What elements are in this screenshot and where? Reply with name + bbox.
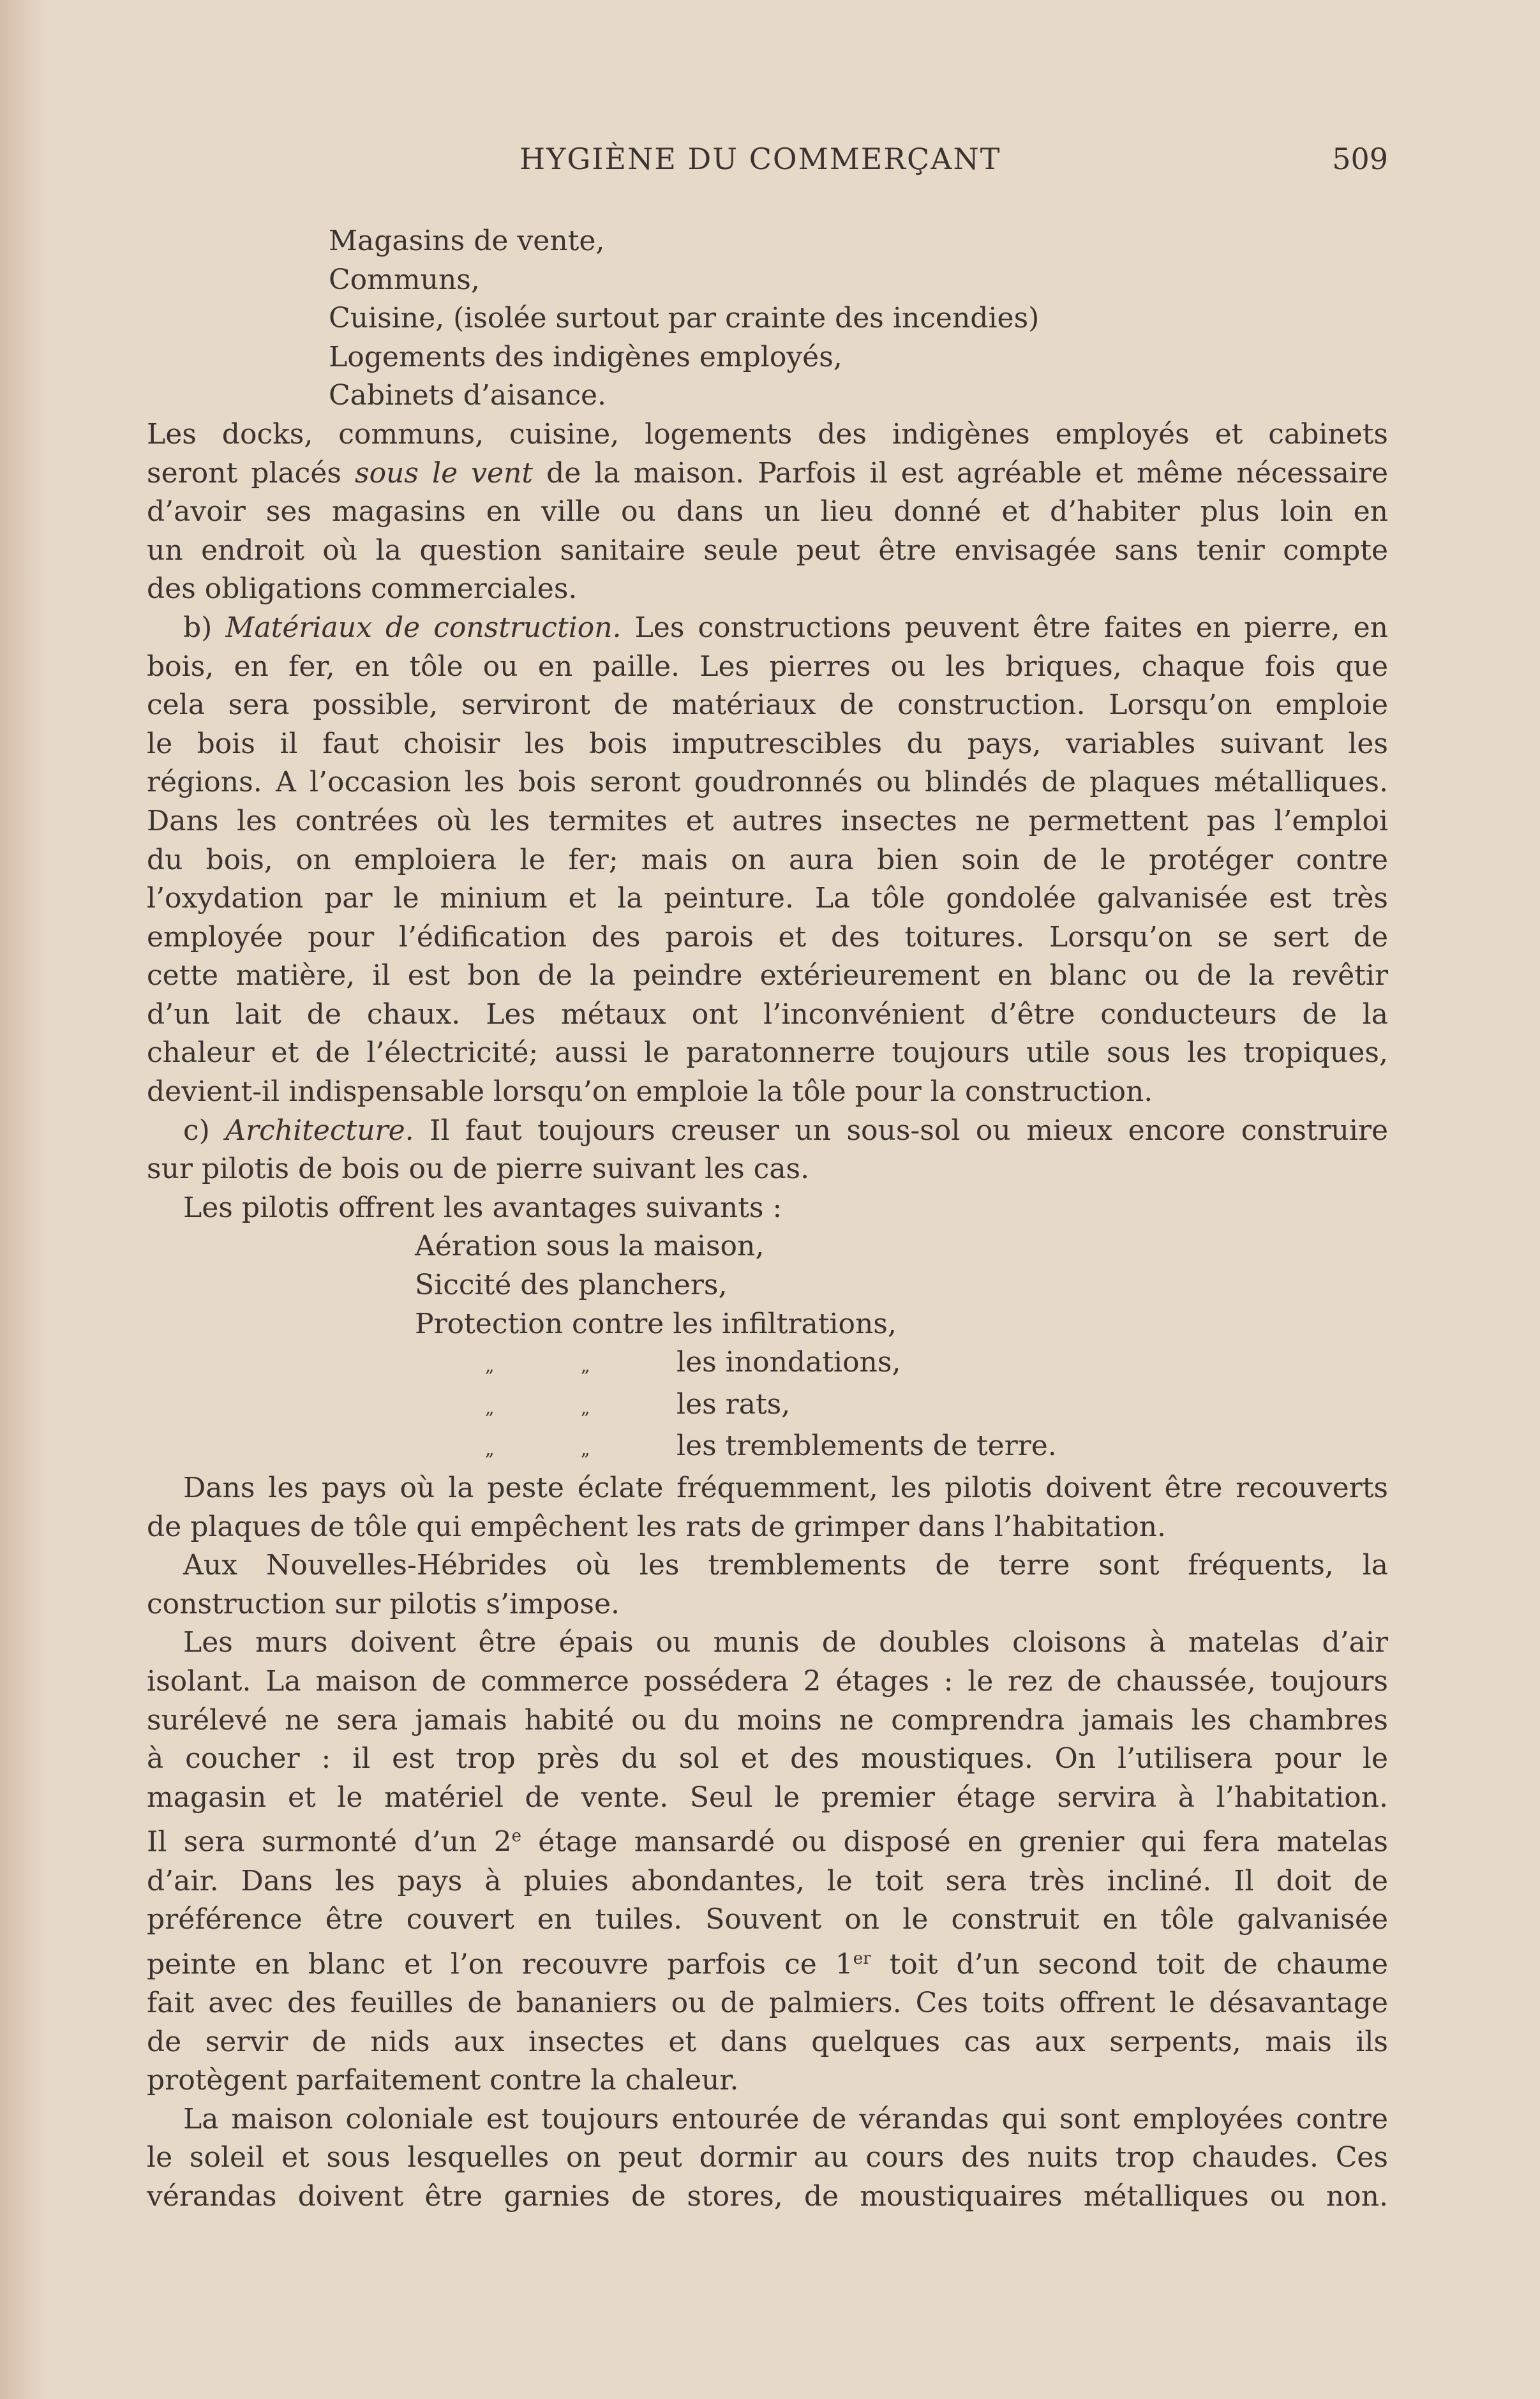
text-line: le bois il faut choisir les bois imputrescibles du pays, variables suivant les xyxy=(147,727,1388,760)
section-title: Matériaux de construction. xyxy=(225,611,622,644)
text-line: sur pilotis de bois ou de pierre suivant les cas. xyxy=(147,1153,810,1186)
list-item: Magasins de vente, xyxy=(329,225,605,257)
text-line: d’air. Dans les pays à pluies abondantes, le toit sera très incliné. Il doit de xyxy=(147,1864,1388,1897)
text-line: régions. A l’occasion les bois seront goudronnés ou blindés de plaques métalliques. xyxy=(147,766,1388,799)
text-line: fait avec des feuilles de bananiers ou de palmiers. Ces toits offrent le désavantage xyxy=(147,1987,1388,2020)
superscript: er xyxy=(853,1948,871,1968)
text-line: bois, en fer, en tôle ou en paille. Les pierres ou les briques, chaque fois que xyxy=(147,650,1388,683)
list-item: Cabinets d’aisance. xyxy=(329,379,607,412)
text-line: des obligations commerciales. xyxy=(147,572,578,606)
text-line: du bois, on emploiera le fer; mais on aura bien soin de le protéger contre xyxy=(147,843,1388,876)
paragraph-plague xyxy=(147,1469,1388,1546)
list-item: Logements des indigènes employés, xyxy=(329,340,842,373)
superscript: e xyxy=(511,1827,521,1846)
list-item: Aération sous la maison, xyxy=(415,1230,765,1263)
list-item: Protection contre les infiltrations, xyxy=(415,1307,897,1340)
list-item: „ „ les rats, xyxy=(147,1386,1388,1428)
list-item: „ „ les tremblements de terre. xyxy=(147,1427,1388,1469)
text-line: Aux Nouvelles-Hébrides où les tremblements de terre sont fréquents, la xyxy=(183,1549,1388,1582)
text-line: vérandas doivent être garnies de stores, de moustiquaires métalliques ou non. xyxy=(147,2180,1388,2213)
text-line: préférence être couvert en tuiles. Souvent on le construit en tôle galvanisée xyxy=(147,1903,1388,1936)
rooms-list xyxy=(147,222,1388,415)
body-text xyxy=(147,222,1388,2216)
text-line: Dans les contrées où les termites et autres insectes ne permettent pas l’emploi xyxy=(147,804,1388,837)
paragraph-verandas xyxy=(147,2100,1388,2216)
paragraph-hebrides xyxy=(147,1546,1388,1624)
italic-term: sous le vent xyxy=(354,456,534,490)
ditto-mark: „ xyxy=(581,1439,590,1460)
text-line: Les pilotis offrent les avantages suivants : xyxy=(183,1191,782,1224)
page-header xyxy=(147,142,1388,186)
advantages-list xyxy=(147,1227,1388,1469)
text-line: surélevé ne sera jamais habité ou du moins ne comprendra jamais les chambres xyxy=(147,1703,1388,1737)
section-title: Architecture. xyxy=(225,1114,414,1147)
text-line: Dans les pays où la peste éclate fréquemment, les pilotis doivent être recouverts xyxy=(183,1472,1388,1504)
text-line: à coucher : il est trop près du sol et des moustiques. On l’utilisera pour le xyxy=(147,1742,1388,1775)
text-line: Les murs doivent être épais ou munis de doubles cloisons à matelas d’air xyxy=(183,1626,1388,1659)
text-line: un endroit où la question sanitaire seule peut être envisagée sans tenir compte xyxy=(147,534,1388,567)
text-line: l’oxydation par le minium et la peinture. La tôle gondolée galvanisée est très xyxy=(147,882,1388,915)
text-line: magasin et le matériel de vente. Seul le premier étage servira à l’habitation. xyxy=(147,1781,1388,1814)
text-line: protègent parfaitement contre la chaleur. xyxy=(147,2064,739,2097)
text-line: peinte en blanc et l’on recouvre parfois ce 1er toit d’un second toit de chaume xyxy=(147,1948,1389,1981)
text-line: cela sera possible, serviront de matériaux de construction. Lorsqu’on emploie xyxy=(147,689,1388,722)
text-line: isolant. La maison de commerce possédera 2 étages : le rez de chaussée, toujours xyxy=(147,1664,1388,1698)
text-line: chaleur et de l’électricité; aussi le paratonnerre toujours utile sous les tropiques, xyxy=(147,1036,1388,1070)
text-line: Il sera surmonté d’un 2e étage mansardé ou disposé en grenier qui fera matelas xyxy=(147,1826,1389,1858)
text-line: b) Matériaux de construction. Les constructions peuvent être faites en pierre, en xyxy=(183,611,1388,644)
ditto-mark: „ xyxy=(485,1439,495,1460)
page-number: 509 xyxy=(1332,142,1388,176)
text-line: construction sur pilotis s’impose. xyxy=(147,1587,620,1620)
paragraph-materials xyxy=(147,609,1388,1112)
list-item: Siccité des planchers, xyxy=(415,1269,728,1302)
text-line: d’un lait de chaux. Les métaux ont l’inconvénient d’être conducteurs de la xyxy=(147,998,1388,1031)
list-item: Cuisine, (isolée surtout par crainte des incendies) xyxy=(329,302,1040,335)
text-line: seront placés sous le vent de la maison. Parfois il est agréable et même nécessaire xyxy=(147,456,1388,490)
ditto-mark: „ xyxy=(485,1355,495,1377)
text-line: La maison coloniale est toujours entourée de vérandas qui sont employées contre xyxy=(183,2102,1388,2135)
ditto-mark: „ xyxy=(485,1396,495,1418)
ditto-mark: „ xyxy=(581,1355,590,1377)
paragraph-architecture xyxy=(147,1112,1388,1189)
text-line: Les docks, communs, cuisine, logements des indigènes employés et cabinets xyxy=(147,417,1388,451)
text-line: devient-il indispensable lorsqu’on emploie la tôle pour la construction. xyxy=(147,1075,1153,1109)
text-line: de servir de nids aux insectes et dans quelques cas aux serpents, mais ils xyxy=(147,2025,1388,2058)
text-line: de plaques de tôle qui empêchent les rats de grimper dans l’habitation. xyxy=(147,1510,1167,1543)
text-line: le soleil et sous lesquelles on peut dormir au cours des nuits trop chaudes. Ces xyxy=(147,2141,1388,2174)
running-title: HYGIÈNE DU COMMERÇANT xyxy=(520,142,1001,176)
ditto-mark: „ xyxy=(581,1396,590,1418)
paragraph-walls xyxy=(147,1624,1388,2100)
list-item: „ „ les inondations, xyxy=(147,1343,1388,1386)
text-line: employée pour l’édification des parois et des toitures. Lorsqu’on se sert de xyxy=(147,920,1388,953)
text-line: cette matière, il est bon de la peindre extérieurement en blanc ou de la revêtir xyxy=(147,959,1388,992)
text-line: d’avoir ses magasins en ville ou dans un lieu donné et d’habiter plus loin en xyxy=(147,495,1388,528)
text-line: c) Architecture. Il faut toujours creuser un sous-sol ou mieux encore construire xyxy=(183,1114,1388,1147)
list-item: Communs, xyxy=(329,263,480,296)
paragraph-placement xyxy=(147,415,1388,609)
